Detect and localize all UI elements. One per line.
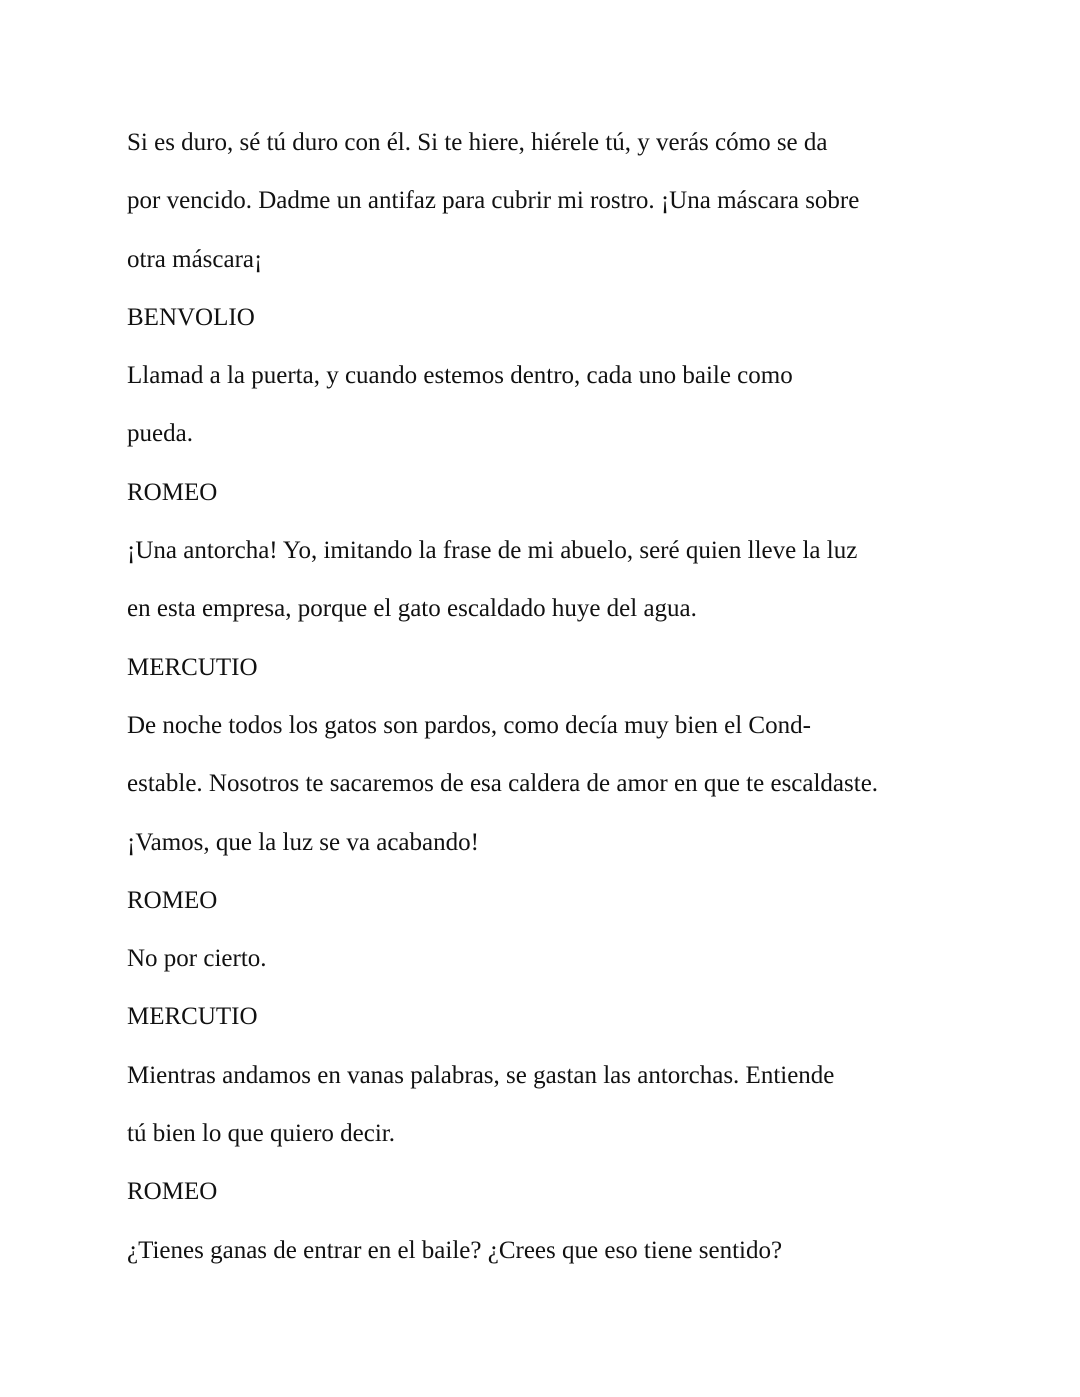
speaker-name: ROMEO <box>127 1178 218 1206</box>
dialogue-line: ¡Vamos, que la luz se va acabando! <box>127 828 479 856</box>
dialogue-line: Mientras andamos en vanas palabras, se gastan las antorchas. Entiende <box>127 1061 835 1089</box>
dialogue-line: otra máscara¡ <box>127 245 263 273</box>
dialogue-line: De noche todos los gatos son pardos, como decía muy bien el Cond- <box>127 711 811 739</box>
dialogue-line: en esta empresa, porque el gato escaldado huye del agua. <box>127 595 697 623</box>
speaker-name: BENVOLIO <box>127 303 255 331</box>
speaker-name: ROMEO <box>127 886 218 914</box>
speaker-name: MERCUTIO <box>127 653 258 681</box>
dialogue-line: Si es duro, sé tú duro con él. Si te hiere, hiérele tú, y verás cómo se da <box>127 129 828 156</box>
dialogue-line: por vencido. Dadme un antifaz para cubrir mi rostro. ¡Una máscara sobre <box>127 187 860 215</box>
dialogue-line: ¡Una antorcha! Yo, imitando la frase de mi abuelo, seré quien lleve la luz <box>127 537 858 565</box>
dialogue-line: tú bien lo que quiero decir. <box>127 1120 395 1148</box>
speaker-name: ROMEO <box>127 478 218 506</box>
dialogue-line: ¿Tienes ganas de entrar en el baile? ¿Crees que eso tiene sentido? <box>127 1236 783 1264</box>
dialogue-line: Llamad a la puerta, y cuando estemos dentro, cada uno baile como <box>127 362 793 390</box>
dialogue-line: pueda. <box>127 420 193 448</box>
dialogue-line: estable. Nosotros te sacaremos de esa caldera de amor en que te escaldaste. <box>127 770 879 798</box>
speaker-name: MERCUTIO <box>127 1003 258 1031</box>
document-page <box>127 114 1027 1280</box>
dialogue-line: No por cierto. <box>127 945 267 973</box>
